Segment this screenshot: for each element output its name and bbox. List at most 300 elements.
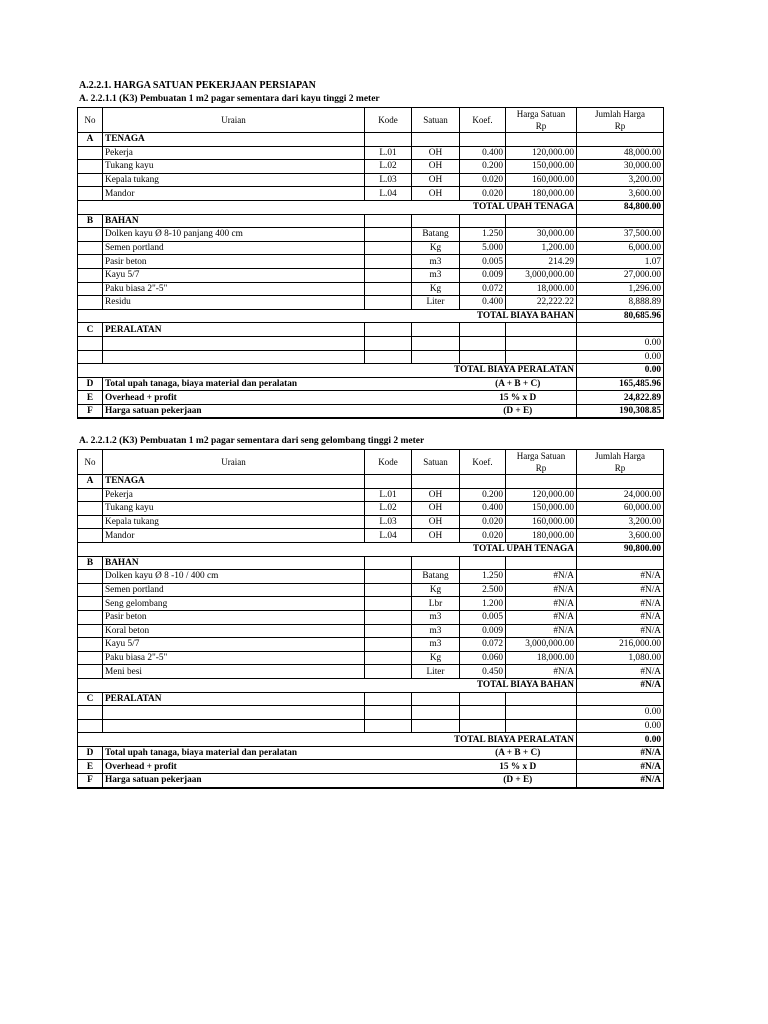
- group-no: B: [78, 556, 103, 570]
- empty-cell: [577, 475, 664, 489]
- row-koef: 0.020: [460, 529, 506, 543]
- row-jumlah-harga: 0.00: [577, 350, 664, 364]
- total-label: TOTAL BIAYA BAHAN: [78, 678, 577, 692]
- row-harga-satuan: 150,000.00: [506, 502, 577, 516]
- table-1-title: A. 2.2.1.1 (K3) Pembuatan 1 m2 pagar sementara dari kayu tinggi 2 meter: [79, 94, 380, 104]
- row-jumlah-harga: #N/A: [577, 583, 664, 597]
- empty-cell: [365, 350, 412, 364]
- empty-cell: [365, 556, 412, 570]
- row-jumlah-harga: #N/A: [577, 570, 664, 584]
- row-kode: [365, 583, 412, 597]
- row-jumlah-harga: 1,080.00: [577, 651, 664, 665]
- row-kode: [365, 610, 412, 624]
- table-row: [78, 610, 664, 624]
- row-no: [78, 228, 103, 242]
- row-uraian: Mandor: [103, 529, 365, 543]
- row-uraian: Koral beton: [103, 624, 365, 638]
- table-row: [78, 706, 664, 720]
- empty-cell: [412, 323, 460, 337]
- row-uraian: Pekerja: [103, 488, 365, 502]
- summary-value: 190,308.85: [577, 404, 664, 418]
- row-no: [78, 160, 103, 174]
- row-jumlah-harga: 3,200.00: [577, 515, 664, 529]
- row-harga-satuan: 120,000.00: [506, 146, 577, 160]
- row-jumlah-harga: 8,888.89: [577, 296, 664, 310]
- row-satuan: Liter: [412, 665, 460, 679]
- summary-row: [78, 404, 664, 418]
- row-satuan: Kg: [412, 583, 460, 597]
- total-label: TOTAL BIAYA PERALATAN: [78, 733, 577, 747]
- row-kode: [365, 241, 412, 255]
- row-koef: 0.400: [460, 502, 506, 516]
- header-harga-satuan-line2: Rp: [535, 121, 547, 131]
- empty-cell: [365, 719, 412, 733]
- row-koef: 0.009: [460, 268, 506, 282]
- empty-cell: [506, 323, 577, 337]
- header-jumlah-harga-line1: Jumlah Harga: [594, 109, 646, 119]
- row-satuan: Lbr: [412, 597, 460, 611]
- header-harga-satuan: [506, 450, 577, 475]
- row-uraian: Kepala tukang: [103, 173, 365, 187]
- row-kode: [365, 624, 412, 638]
- header-jumlah-harga: [577, 450, 664, 475]
- row-satuan: OH: [412, 173, 460, 187]
- total-row: [78, 364, 664, 378]
- summary-no: F: [78, 404, 103, 418]
- table-row: [78, 651, 664, 665]
- summary-no: D: [78, 377, 103, 391]
- empty-cell: [412, 692, 460, 706]
- empty-cell: [460, 692, 506, 706]
- row-jumlah-harga: 24,000.00: [577, 488, 664, 502]
- row-satuan: OH: [412, 160, 460, 174]
- row-no: [78, 515, 103, 529]
- table-row: [78, 719, 664, 733]
- empty-cell: [506, 133, 577, 147]
- summary-no: E: [78, 760, 103, 774]
- row-koef: 0.005: [460, 610, 506, 624]
- table-header-row: [78, 450, 664, 475]
- total-value: 0.00: [577, 733, 664, 747]
- summary-label: Harga satuan pekerjaan: [103, 774, 460, 788]
- row-no: [78, 610, 103, 624]
- row-satuan: OH: [412, 529, 460, 543]
- summary-row: [78, 774, 664, 788]
- table-row: [78, 597, 664, 611]
- row-satuan: Batang: [412, 570, 460, 584]
- row-satuan: m3: [412, 268, 460, 282]
- row-jumlah-harga: 3,200.00: [577, 173, 664, 187]
- summary-value: 165,485.96: [577, 377, 664, 391]
- table-row: [78, 502, 664, 516]
- row-jumlah-harga: 216,000.00: [577, 638, 664, 652]
- group-row: [78, 692, 664, 706]
- header-jumlah-harga: [577, 108, 664, 133]
- total-row: [78, 309, 664, 323]
- summary-value: #N/A: [577, 760, 664, 774]
- empty-cell: [103, 706, 365, 720]
- row-kode: [365, 651, 412, 665]
- group-label: TENAGA: [103, 133, 365, 147]
- table-row: [78, 638, 664, 652]
- row-harga-satuan: 18,000.00: [506, 282, 577, 296]
- row-koef: 2.500: [460, 583, 506, 597]
- total-row: [78, 200, 664, 214]
- empty-cell: [103, 336, 365, 350]
- summary-label: Overhead + profit: [103, 391, 460, 405]
- group-row: [78, 214, 664, 228]
- empty-cell: [460, 323, 506, 337]
- header-kode: Kode: [365, 450, 412, 475]
- row-satuan: OH: [412, 146, 460, 160]
- row-kode: L.03: [365, 173, 412, 187]
- empty-cell: [78, 706, 103, 720]
- table-row: [78, 187, 664, 201]
- empty-cell: [506, 692, 577, 706]
- group-no: B: [78, 214, 103, 228]
- summary-value: #N/A: [577, 774, 664, 788]
- row-harga-satuan: #N/A: [506, 597, 577, 611]
- empty-cell: [577, 133, 664, 147]
- empty-cell: [460, 336, 506, 350]
- summary-formula: (D + E): [460, 404, 577, 418]
- empty-cell: [78, 719, 103, 733]
- row-harga-satuan: #N/A: [506, 583, 577, 597]
- row-koef: 0.400: [460, 296, 506, 310]
- empty-cell: [577, 556, 664, 570]
- table-row: [78, 488, 664, 502]
- summary-formula: (A + B + C): [460, 377, 577, 391]
- total-value: #N/A: [577, 678, 664, 692]
- table-header-row: [78, 108, 664, 133]
- empty-cell: [412, 556, 460, 570]
- row-uraian: Dolken kayu Ø 8 -10 / 400 cm: [103, 570, 365, 584]
- row-satuan: m3: [412, 638, 460, 652]
- row-uraian: Pasir beton: [103, 610, 365, 624]
- row-kode: [365, 255, 412, 269]
- empty-cell: [412, 475, 460, 489]
- group-label: BAHAN: [103, 556, 365, 570]
- unit-price-table-2: [77, 449, 664, 789]
- summary-row: [78, 746, 664, 760]
- empty-cell: [412, 719, 460, 733]
- row-satuan: m3: [412, 610, 460, 624]
- empty-cell: [365, 475, 412, 489]
- row-jumlah-harga: 3,600.00: [577, 187, 664, 201]
- row-no: [78, 241, 103, 255]
- row-uraian: Kepala tukang: [103, 515, 365, 529]
- row-no: [78, 173, 103, 187]
- row-harga-satuan: 1,200.00: [506, 241, 577, 255]
- empty-cell: [365, 706, 412, 720]
- row-satuan: OH: [412, 187, 460, 201]
- row-no: [78, 638, 103, 652]
- total-label: TOTAL BIAYA BAHAN: [78, 309, 577, 323]
- row-no: [78, 651, 103, 665]
- row-harga-satuan: 120,000.00: [506, 488, 577, 502]
- row-no: [78, 282, 103, 296]
- row-kode: L.01: [365, 488, 412, 502]
- table-row: [78, 268, 664, 282]
- header-no: No: [78, 108, 103, 133]
- row-kode: L.04: [365, 529, 412, 543]
- total-value: 0.00: [577, 364, 664, 378]
- row-kode: L.02: [365, 502, 412, 516]
- total-row: [78, 542, 664, 556]
- row-satuan: OH: [412, 488, 460, 502]
- row-jumlah-harga: #N/A: [577, 610, 664, 624]
- row-harga-satuan: 180,000.00: [506, 187, 577, 201]
- empty-cell: [460, 214, 506, 228]
- row-jumlah-harga: 3,600.00: [577, 529, 664, 543]
- row-koef: 5.000: [460, 241, 506, 255]
- row-uraian: Meni besi: [103, 665, 365, 679]
- group-row: [78, 475, 664, 489]
- empty-cell: [506, 719, 577, 733]
- empty-cell: [365, 336, 412, 350]
- row-koef: 0.200: [460, 488, 506, 502]
- row-koef: 0.450: [460, 665, 506, 679]
- group-row: [78, 133, 664, 147]
- group-label: BAHAN: [103, 214, 365, 228]
- row-kode: [365, 570, 412, 584]
- row-kode: L.03: [365, 515, 412, 529]
- total-value: 90,800.00: [577, 542, 664, 556]
- empty-cell: [460, 556, 506, 570]
- header-kode: Kode: [365, 108, 412, 133]
- empty-cell: [103, 350, 365, 364]
- row-uraian: Semen portland: [103, 583, 365, 597]
- row-no: [78, 624, 103, 638]
- empty-cell: [577, 692, 664, 706]
- row-uraian: Kayu 5/7: [103, 638, 365, 652]
- row-koef: 1.250: [460, 570, 506, 584]
- total-label: TOTAL UPAH TENAGA: [78, 200, 577, 214]
- table-row: [78, 583, 664, 597]
- row-koef: 0.009: [460, 624, 506, 638]
- row-no: [78, 570, 103, 584]
- row-kode: [365, 638, 412, 652]
- row-kode: [365, 296, 412, 310]
- row-uraian: Paku biasa 2"-5": [103, 282, 365, 296]
- row-uraian: Residu: [103, 296, 365, 310]
- summary-formula: 15 % x D: [460, 391, 577, 405]
- row-no: [78, 268, 103, 282]
- row-koef: 0.020: [460, 173, 506, 187]
- total-value: 80,685.96: [577, 309, 664, 323]
- table-row: [78, 146, 664, 160]
- unit-price-table-1: [77, 107, 664, 419]
- table-row: [78, 296, 664, 310]
- summary-formula: (A + B + C): [460, 746, 577, 760]
- table-row: [78, 336, 664, 350]
- row-uraian: Dolken kayu Ø 8-10 panjang 400 cm: [103, 228, 365, 242]
- row-no: [78, 255, 103, 269]
- row-kode: [365, 228, 412, 242]
- row-no: [78, 488, 103, 502]
- row-satuan: Batang: [412, 228, 460, 242]
- summary-no: E: [78, 391, 103, 405]
- empty-cell: [412, 350, 460, 364]
- empty-cell: [412, 336, 460, 350]
- total-label: TOTAL BIAYA PERALATAN: [78, 364, 577, 378]
- row-koef: 0.200: [460, 160, 506, 174]
- empty-cell: [577, 214, 664, 228]
- row-jumlah-harga: 60,000.00: [577, 502, 664, 516]
- row-koef: 1.200: [460, 597, 506, 611]
- header-uraian: Uraian: [103, 450, 365, 475]
- row-satuan: m3: [412, 255, 460, 269]
- summary-no: D: [78, 746, 103, 760]
- row-koef: 1.250: [460, 228, 506, 242]
- summary-label: Overhead + profit: [103, 760, 460, 774]
- header-satuan: Satuan: [412, 450, 460, 475]
- empty-cell: [460, 350, 506, 364]
- row-harga-satuan: 160,000.00: [506, 173, 577, 187]
- total-label: TOTAL UPAH TENAGA: [78, 542, 577, 556]
- row-koef: 0.060: [460, 651, 506, 665]
- summary-row: [78, 391, 664, 405]
- table-2-title: A. 2.2.1.2 (K3) Pembuatan 1 m2 pagar sementara dari seng gelombang tinggi 2 meter: [79, 436, 425, 446]
- header-koef: Koef.: [460, 450, 506, 475]
- header-harga-satuan-line1: Harga Satuan: [516, 451, 566, 461]
- summary-label: Total upah tanaga, biaya material dan peralatan: [103, 746, 460, 760]
- empty-cell: [365, 323, 412, 337]
- row-no: [78, 146, 103, 160]
- row-satuan: Kg: [412, 241, 460, 255]
- summary-formula: (D + E): [460, 774, 577, 788]
- row-no: [78, 529, 103, 543]
- group-label: PERALATAN: [103, 692, 365, 706]
- table-row: [78, 665, 664, 679]
- empty-cell: [506, 475, 577, 489]
- empty-cell: [506, 214, 577, 228]
- section-title: A.2.2.1. HARGA SATUAN PEKERJAAN PERSIAPAN: [79, 80, 316, 91]
- table-row: [78, 241, 664, 255]
- row-koef: 0.020: [460, 187, 506, 201]
- row-jumlah-harga: 6,000.00: [577, 241, 664, 255]
- row-no: [78, 597, 103, 611]
- row-jumlah-harga: 0.00: [577, 719, 664, 733]
- total-row: [78, 678, 664, 692]
- summary-value: 24,822.89: [577, 391, 664, 405]
- row-kode: [365, 282, 412, 296]
- row-kode: L.02: [365, 160, 412, 174]
- row-harga-satuan: 150,000.00: [506, 160, 577, 174]
- empty-cell: [103, 719, 365, 733]
- row-jumlah-harga: #N/A: [577, 665, 664, 679]
- row-satuan: m3: [412, 624, 460, 638]
- header-satuan: Satuan: [412, 108, 460, 133]
- table-row: [78, 228, 664, 242]
- row-kode: [365, 665, 412, 679]
- row-harga-satuan: 160,000.00: [506, 515, 577, 529]
- empty-cell: [460, 719, 506, 733]
- empty-cell: [365, 133, 412, 147]
- group-no: A: [78, 475, 103, 489]
- empty-cell: [506, 706, 577, 720]
- row-koef: 0.072: [460, 282, 506, 296]
- row-jumlah-harga: #N/A: [577, 624, 664, 638]
- row-no: [78, 187, 103, 201]
- row-harga-satuan: 30,000.00: [506, 228, 577, 242]
- header-jumlah-harga-line2: Rp: [614, 121, 626, 131]
- row-jumlah-harga: 0.00: [577, 336, 664, 350]
- row-jumlah-harga: 1.07: [577, 255, 664, 269]
- header-harga-satuan-line1: Harga Satuan: [516, 109, 566, 119]
- empty-cell: [506, 336, 577, 350]
- row-uraian: Paku biasa 2"-5": [103, 651, 365, 665]
- row-jumlah-harga: 48,000.00: [577, 146, 664, 160]
- empty-cell: [412, 133, 460, 147]
- header-uraian: Uraian: [103, 108, 365, 133]
- row-koef: 0.072: [460, 638, 506, 652]
- header-jumlah-harga-line2: Rp: [614, 463, 626, 473]
- empty-cell: [506, 556, 577, 570]
- group-no: A: [78, 133, 103, 147]
- header-harga-satuan: [506, 108, 577, 133]
- group-no: C: [78, 323, 103, 337]
- row-uraian: Mandor: [103, 187, 365, 201]
- header-koef: Koef.: [460, 108, 506, 133]
- row-satuan: Liter: [412, 296, 460, 310]
- row-jumlah-harga: 0.00: [577, 706, 664, 720]
- row-kode: L.04: [365, 187, 412, 201]
- summary-label: Total upah tanaga, biaya material dan peralatan: [103, 377, 460, 391]
- empty-cell: [78, 336, 103, 350]
- row-satuan: OH: [412, 515, 460, 529]
- row-no: [78, 296, 103, 310]
- row-satuan: OH: [412, 502, 460, 516]
- row-uraian: Pasir beton: [103, 255, 365, 269]
- row-kode: [365, 268, 412, 282]
- row-kode: L.01: [365, 146, 412, 160]
- row-no: [78, 502, 103, 516]
- table-row: [78, 624, 664, 638]
- summary-row: [78, 377, 664, 391]
- table-row: [78, 160, 664, 174]
- table-row: [78, 515, 664, 529]
- row-harga-satuan: 3,000,000.00: [506, 268, 577, 282]
- empty-cell: [78, 350, 103, 364]
- row-harga-satuan: 18,000.00: [506, 651, 577, 665]
- empty-cell: [412, 706, 460, 720]
- row-jumlah-harga: 30,000.00: [577, 160, 664, 174]
- row-uraian: Pekerja: [103, 146, 365, 160]
- header-harga-satuan-line2: Rp: [535, 463, 547, 473]
- table-row: [78, 350, 664, 364]
- empty-cell: [577, 323, 664, 337]
- total-row: [78, 733, 664, 747]
- empty-cell: [365, 692, 412, 706]
- empty-cell: [506, 350, 577, 364]
- table-row: [78, 173, 664, 187]
- summary-label: Harga satuan pekerjaan: [103, 404, 460, 418]
- summary-formula: 15 % x D: [460, 760, 577, 774]
- group-no: C: [78, 692, 103, 706]
- row-jumlah-harga: 37,500.00: [577, 228, 664, 242]
- row-harga-satuan: #N/A: [506, 665, 577, 679]
- row-jumlah-harga: 1,296.00: [577, 282, 664, 296]
- group-row: [78, 323, 664, 337]
- row-koef: 0.400: [460, 146, 506, 160]
- group-row: [78, 556, 664, 570]
- row-harga-satuan: 180,000.00: [506, 529, 577, 543]
- empty-cell: [365, 214, 412, 228]
- row-koef: 0.020: [460, 515, 506, 529]
- table-row: [78, 570, 664, 584]
- row-uraian: Kayu 5/7: [103, 268, 365, 282]
